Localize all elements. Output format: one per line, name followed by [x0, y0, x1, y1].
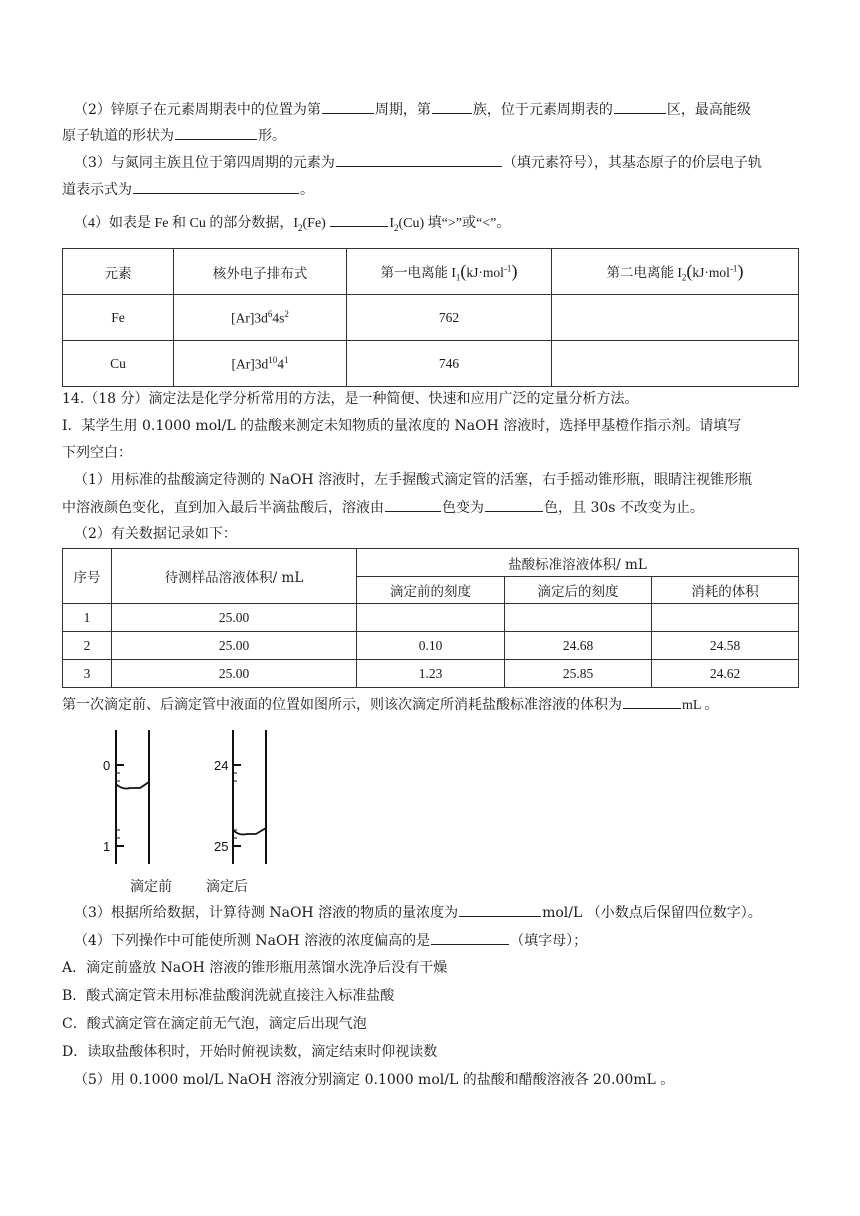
- answer-blank[interactable]: [485, 497, 543, 512]
- q3-line1: （3）与氮同主族且位于第四周期的元素为 （填元素符号），其基态原子的价层电子轨: [74, 152, 762, 173]
- answer-blank[interactable]: [432, 99, 472, 114]
- fig-text: 第一次滴定前、后滴定管中液面的位置如图所示，则该次滴定所消耗盐酸标准溶液的体积为 mL 。: [62, 694, 718, 716]
- caption-after: 滴定后: [206, 879, 248, 895]
- answer-blank[interactable]: [175, 125, 257, 140]
- q2-line1: （2）锌原子在元素周期表中的位置为第 周期，第 族，位于元素周期表的 区，最高能级: [74, 99, 751, 120]
- table-row: 2 25.00 0.10 24.68 24.58: [63, 632, 799, 660]
- answer-blank[interactable]: [623, 694, 681, 709]
- burette-figure: [96, 728, 286, 868]
- answer-blank[interactable]: [322, 99, 374, 114]
- q4b-line: （4）下列操作中可能使所测 NaOH 溶液的浓度偏高的是 （填字母）；: [74, 930, 587, 951]
- q14-p1: I．某学生用 0.1000 mol/L 的盐酸来测定未知物质的量浓度的 NaOH 溶液时，选择甲基橙作指示剂。请填写: [62, 418, 742, 434]
- q14-title: 14.（18 分）滴定法是化学分析常用的方法，是一种简便、快速和应用广泛的定量分析方法。: [62, 391, 639, 407]
- q14-p2: 下列空白：: [62, 445, 132, 461]
- q14-s1b: 中溶液颜色变化，直到加入最后半滴盐酸后，溶液由 色变为 色，且 30s 不改变为止。: [62, 497, 704, 518]
- answer-blank[interactable]: [385, 497, 441, 512]
- answer-blank[interactable]: [614, 99, 666, 114]
- burette2-bottom-label: 25: [214, 839, 229, 854]
- q2-line2: 原子轨道的形状为 形。: [62, 125, 286, 146]
- answer-blank[interactable]: [336, 152, 502, 167]
- q3-line2: 道表示式为 。: [62, 179, 314, 200]
- option-d: D．读取盐酸体积时，开始时俯视读数，滴定结束时仰视读数: [62, 1044, 438, 1060]
- titration-table: [62, 548, 799, 688]
- table-row: 序号 待测样品溶液体积/ mL 盐酸标准溶液体积/ mL: [63, 549, 799, 577]
- table-row: 滴定前的刻度 滴定后的刻度 消耗的体积: [63, 577, 799, 604]
- option-b: B．酸式滴定管未用标准盐酸润洗就直接注入标准盐酸: [62, 988, 395, 1004]
- answer-blank[interactable]: [431, 930, 509, 945]
- answer-blank[interactable]: [133, 179, 299, 194]
- table-row: 3 25.00 1.23 25.85 24.62: [63, 660, 799, 688]
- ionization-table: [62, 248, 799, 387]
- burette1-bottom-label: 1: [103, 839, 111, 854]
- answer-cell[interactable]: [552, 295, 799, 341]
- q14-s2: （2）有关数据记录如下：: [74, 526, 237, 542]
- answer-cell[interactable]: [552, 341, 799, 387]
- caption-before: 滴定前: [130, 879, 172, 895]
- table-row: 1 25.00: [63, 604, 799, 632]
- q4-line: （4）如表是 Fe 和 Cu 的部分数据，$I_2(Fe)$ $I_2(Cu)$ 填“>”或“<”。: [74, 212, 510, 238]
- q5-line: （5）用 0.1000 mol/L NaOH 溶液分别滴定 0.1000 mol/L 的盐酸和醋酸溶液各 20.00mL 。: [74, 1072, 675, 1088]
- table-row: Cu $[Ar]3d^{10}4^1$ 746: [63, 341, 799, 387]
- q14-s1a: （1）用标准的盐酸滴定待测的 NaOH 溶液时，左手握酸式滴定管的活塞，右手摇动锥形瓶，眼睛注视锥形瓶: [74, 472, 753, 488]
- table-row: Fe $[Ar]3d^64s^2$ 762: [63, 295, 799, 341]
- answer-blank[interactable]: [330, 212, 388, 227]
- option-a: A．滴定前盛放 NaOH 溶液的锥形瓶用蒸馏水洗净后没有干燥: [62, 960, 448, 976]
- burette2-top-label: 24: [214, 758, 229, 773]
- option-c: C．酸式滴定管在滴定前无气泡，滴定后出现气泡: [62, 1016, 367, 1032]
- burette1-top-label: 0: [103, 758, 111, 773]
- table-row: 元素 核外电子排布式 第一电离能 $I_1(kJ\cdot mol^{-1})$ 第二电离能 $I_2(kJ\cdot mol^{-1})$: [63, 249, 799, 295]
- q3b-line: （3）根据所给数据，计算待测 NaOH 溶液的物质的量浓度为 mol/L （小数点后保留四位数字）。: [74, 902, 762, 923]
- answer-blank[interactable]: [459, 902, 541, 917]
